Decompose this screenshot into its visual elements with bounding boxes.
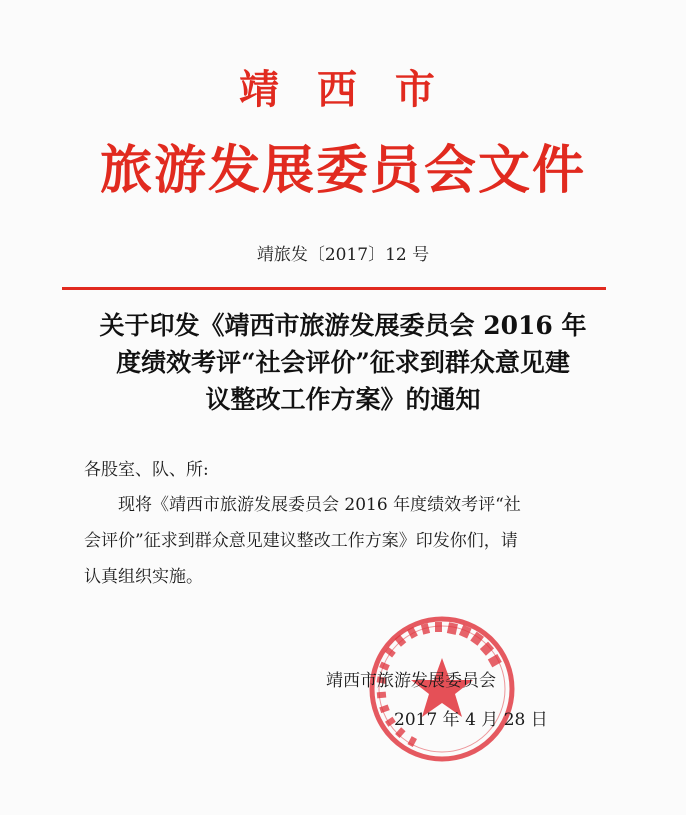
addressee: 各股室、队、所:	[84, 460, 209, 480]
body-line-1: 现将《靖西市旅游发展委员会 2016 年度绩效考评“社	[118, 495, 521, 515]
body-line-2: 会评价”征求到群众意见建议整改工作方案》印发你们，请	[84, 531, 518, 551]
body-line-3: 认真组织实施。	[84, 567, 203, 587]
body-text	[84, 487, 614, 595]
red-divider-line	[62, 287, 606, 290]
title-line-3: 议整改工作方案》的通知	[205, 385, 481, 414]
header-committee-title: 旅游发展委员会文件	[99, 140, 586, 201]
title-line-2: 度绩效考评“社会评价”征求到群众意见建	[116, 348, 570, 377]
document-title	[60, 307, 626, 418]
title-line-1: 关于印发《靖西市旅游发展委员会 2016 年	[99, 311, 587, 340]
issuer-signature: 靖西市旅游发展委员会	[326, 671, 496, 691]
document-number: 靖旅发〔2017〕12 号	[256, 245, 430, 265]
header-city: 靖 西 市	[239, 66, 447, 113]
issue-date: 2017 年 4 月 28 日	[394, 710, 548, 730]
